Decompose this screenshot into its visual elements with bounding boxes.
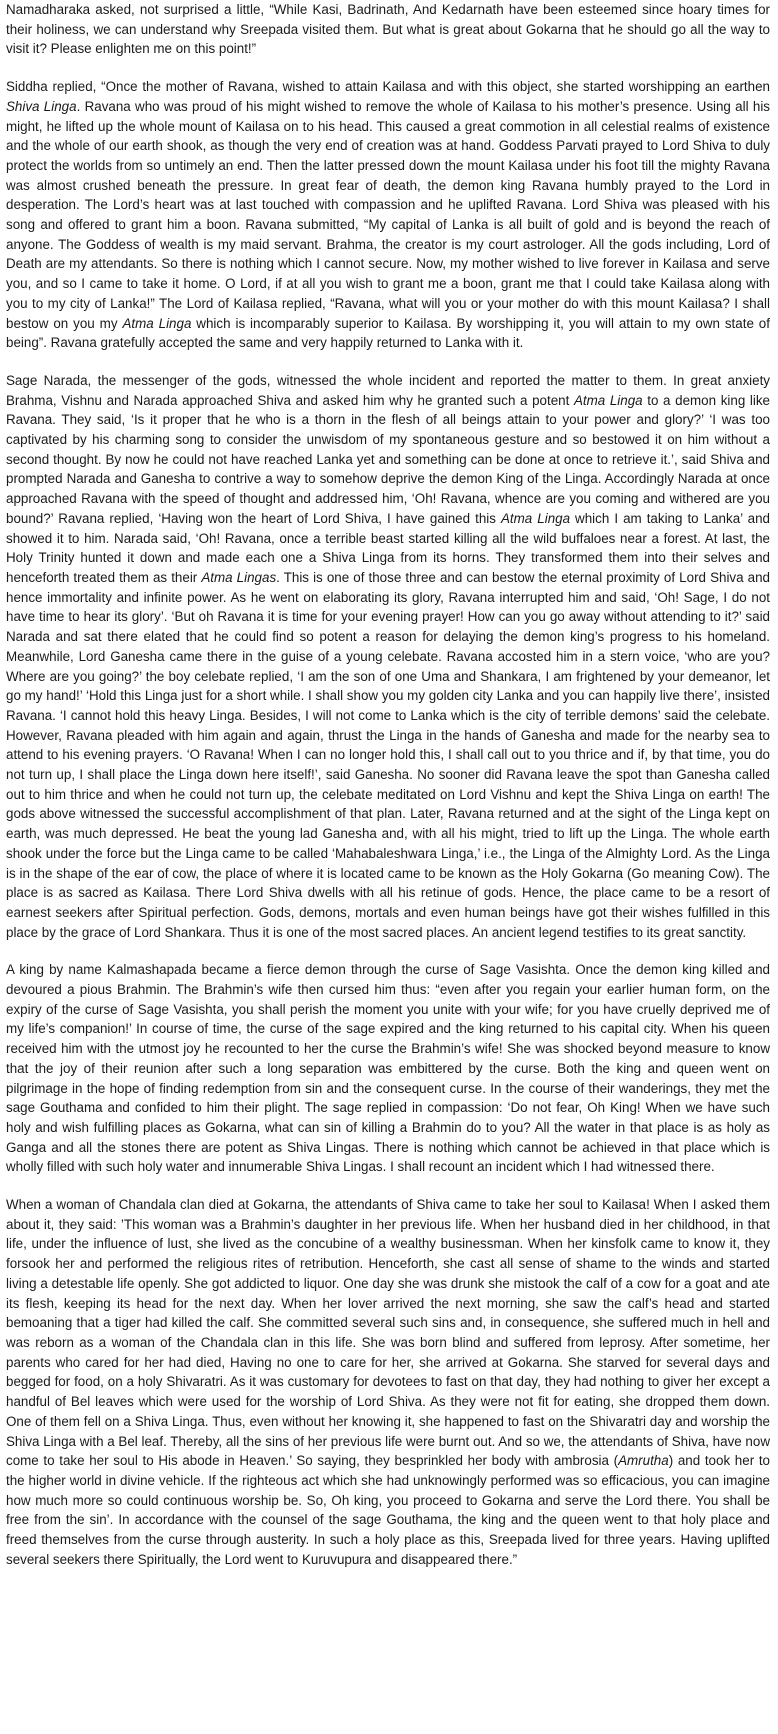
paragraph-text: . This is one of those three and can bestow the eternal proximity of Lord Shiva and hence immortality and infinite power. As he went on elaborating its glory, Ravana interrupted him and said, ‘Oh! Sage, I do not have time to hear its glory’. ‘But oh Ravana it is time for your evening prayer! How can you go away without attending to it?’ said Narada and sat there elated that he could find so potent a reason for delaying the demon king’s progress to his homeland. Meanwhile, Lord Ganesha came there in the guise of a young celebate. Ravana accosted him in a stern voice, ‘who are you? Where are you going?’ the boy celebate replied, ‘I am the son of one Uma and Shankara, I am frightened by your demeanor, let go my hand!’ ‘Hold this Linga just for a short while. I shall show you my golden city Lanka and you can happily live there’, insisted Ravana. ‘I cannot hold this heavy Linga. Besides, I will not come to Lanka which is the city of terrible demons’ said the celebate. However, Ravana pleaded with him again and again, thrust the Linga in the hands of Ganesha and made for the nearby sea to attend to his evening prayers. ‘O Ravana! When I can no longer hold this, I shall call out to you thrice and if, by that time, you do not turn up, I shall place the Linga down here itself!’, said Ganesha. No sooner did Ravana leave the spot than Ganesha called out to him thrice and when he could not turn up, the celebate meditated on Lord Vishnu and kept the Shiva Linga on earth! The gods above witnessed the successful accomplishment of that plan. Later, Ravana returned and at the sight of the Linga kept on earth, was much depressed. He beat the young lad Ganesha and, with all his might, tried to lift up the Linga. The whole earth shook under the force but the Linga came to be called ‘Mahabaleshwara Linga,’ i.e., the Linga of the Almighty Lord. As the Linga is in the shape of the ear of cow, the place of where it is located came to be known as the Holy Gokarna (Go meaning Cow). The place is as sacred as Kailasa. There Lord Shiva dwells with all his retinue of gods. Hence, the place came to be a resort of earnest seekers after Spiritual perfection. Gods, demons, mortals and even human beings have got their wishes fulfilled in this place by the grace of Lord Shankara. Thus it is one of the most sacred places. An ancient legend testifies to its great sanctity. xyxy=(6,569,770,940)
paragraph-text: which I am taking to Lanka’ and showed it to him. Narada said, ‘Oh! Ravana, once a terrible beast started killing all the wild buffaloes near a forest. At last, the Holy Trinity hunted it down and made each one a Shiva Linga from its horns. They transformed them into their selves and henceforth treated them as their xyxy=(6,510,770,585)
document-body xyxy=(6,0,770,1569)
paragraph-text: Sage Narada, the messenger of the gods, witnessed the whole incident and reported the matter to them. In great anxiety Brahma, Vishnu and Narada approached Shiva and asked him why he granted such a potent xyxy=(6,372,770,408)
italic-term: Atma Lingas xyxy=(201,569,277,585)
italic-term: Atma Linga xyxy=(573,392,643,408)
paragraph xyxy=(6,371,770,942)
paragraph xyxy=(6,0,770,59)
paragraph-text: Namadharaka asked, not surprised a little, “While Kasi, Badrinath, And Kedarnath have been esteemed since hoary times for their holiness, we can understand why Sreepada visited them. But what is great about Gokarna that he should go all the way to visit it? Please enlighten me on this point!” xyxy=(6,2,770,57)
paragraph xyxy=(6,1195,770,1569)
italic-term: Atma Linga xyxy=(500,510,571,526)
paragraph-text: . Ravana who was proud of his might wished to remove the whole of Kailasa to his mother’s presence. Using all his might, he lifted up the whole mount of Kailasa on to his head. This caused a great commotion in all celestial realms of existence and the whole of our earth shook, as though the very end of creation was at hand. Goddess Parvati prayed to Lord Shiva to duly protect the worlds from so untimely an end. Then the latter pressed down the mount Kailasa under his foot till the mighty Ravana was almost crushed beneath the pressure. In great fear of death, the demon king Ravana humbly prayed to the Lord in desperation. The Lord’s heart was at last touched with compassion and he uplifted Ravana. Lord Shiva was pleased with his song and offered to grant him a boon. Ravana submitted, “My capital of Lanka is all built of gold and is beyond the reach of anyone. The Goddess of wealth is my maid servant. Brahma, the creator is my court astrologer. All the gods including, Lord of Death are my attendants. So there is nothing which I cannot secure. Now, my mother wished to live forever in Kailasa and serve you, and so I came to take it home. O Lord, if at all you wish to grant me a boon, grant me that I could take Kailasa along with you to my city of Lanka!” The Lord of Kailasa replied, “Ravana, what will you or your mother do with this mount Kailasa? I shall bestow on you my xyxy=(6,98,770,331)
paragraph xyxy=(6,960,770,1177)
paragraph-text: Siddha replied, “Once the mother of Ravana, wished to attain Kailasa and with this object, she started worshipping an earthen xyxy=(6,79,770,95)
paragraph-text: A king by name Kalmashapada became a fierce demon through the curse of Sage Vasishta. Once the demon king killed and devoured a pious Brahmin. The Brahmin’s wife then cursed him thus: “even after you regain your earlier human form, on the expiry of the curse of Sage Vasishta, you shall perish the moment you unite with your wife; for you have cruelly deprived me of my life’s companion!’ In course of time, the curse of the sage expired and the king returned to his capital city. When his queen received him with the utmost joy he recounted to her the curse the Brahmin’s wife! She was shocked beyond measure to know that the joy of their reunion after such a long separation was embittered by the curse. Both the king and queen went on pilgrimage in the hope of finding redemption from sin and the consequent curse. In the course of their wanderings, they met the sage Gouthama and confided to him their plight. The sage replied in compassion: ‘Do not fear, Oh King! When we have such holy and wish fulfilling places as Gokarna, what can sin of killing a Brahmin do to you? All the water in that place is as holy as Ganga and all the stones there are potent as Shiva Lingas. There is nothing which cannot be achieved in that place which is wholly filled with such holy water and innumerable Shiva Lingas. I shall recount an incident which I had witnessed there. xyxy=(6,962,770,1175)
italic-term: Shiva Linga xyxy=(6,98,77,114)
paragraph-text: When a woman of Chandala clan died at Gokarna, the attendants of Shiva came to take her soul to Kailasa! When I asked them about it, they said: ’This woman was a Brahmin’s daughter in her previous life. When her husband died in her childhood, in that life, under the influence of lust, she lived as the concubine of a wealthy businessman. When her kinsfolk came to know it, they forsook her and performed the religious rites of retribution. Henceforth, she cast all sense of shame to the winds and started living a detestable life openly. She got addicted to liquor. One day she was drunk she mistook the calf of a cow for a goat and ate its flesh, keeping its head for the next day. When her lover arrived the next morning, she saw the calf’s head and started bemoaning that a tiger had killed the calf. She committed several such sins and, in consequence, she suffered much in hell and was reborn as a woman of the Chandala clan in this life. She was born blind and suffered from leprosy. After sometime, her parents who cared for her had died, Having no one to care for her, she arrived at Gokarna. She starved for several days and begged for food, on a holy Shivaratri. As it was customary for devotees to fast on that day, they had nothing to giver her except a handful of Bel leaves which were used for the worship of Lord Shiva. As they were not fit for eating, she dropped them down. One of them fell on a Shiva Linga. Thus, even without her knowing it, she happened to fast on the Shivaratri day and worship the Shiva Linga with a Bel leaf. Thereby, all the sins of her previous life were burnt out. And so we, the attendants of Shiva, have now come to take her soul to His abode in Heaven.’ So saying, they besprinkled her body with ambrosia ( xyxy=(6,1197,770,1469)
paragraph xyxy=(6,77,770,353)
paragraph-text: ) and took her to the higher world in divine vehicle. If the righteous act which she had unknowingly performed was so efficacious, you can imagine how much more so could continuous worship be. So, Oh king, you proceed to Gokarna and serve the Lord there. You shall be free from the sin’. In accordance with the counsel of the sage Gouthama, the king and the queen went to that holy place and freed themselves from the curse through austerity. In such a holy place as this, Sreepada lived for three years. Having uplifted several seekers there Spiritually, the Lord went to Kuruvupura and disappeared there.” xyxy=(6,1453,771,1567)
italic-term: Atma Linga xyxy=(122,315,192,331)
italic-term: Amrutha xyxy=(618,1453,669,1469)
paragraph-text: which is incomparably superior to Kailasa. By worshipping it, you will attain to my own state of being”. Ravana gratefully accepted the same and very happily returned to Lanka with it. xyxy=(6,315,770,351)
paragraph-text: to a demon king like Ravana. They said, ‘Is it proper that he who is a thorn in the flesh of all beings attain to your power and glory?’ ‘I was too captivated by his charming song to consider the unwisdom of my spontaneous gesture and so bestowed it on him without a second thought. By now he could not have reached Lanka yet and something can be done at once to retrieve it.’, said Shiva and prompted Narada and Ganesha to contrive a way to somehow deprive the demon King of the Linga. Accordingly Narada at once approached Ravana with the speed of thought and addressed him, ‘Oh! Ravana, whence are you coming and withered are you bound?’ Ravana replied, ‘Having won the heart of Lord Shiva, I have gained this xyxy=(6,392,770,526)
